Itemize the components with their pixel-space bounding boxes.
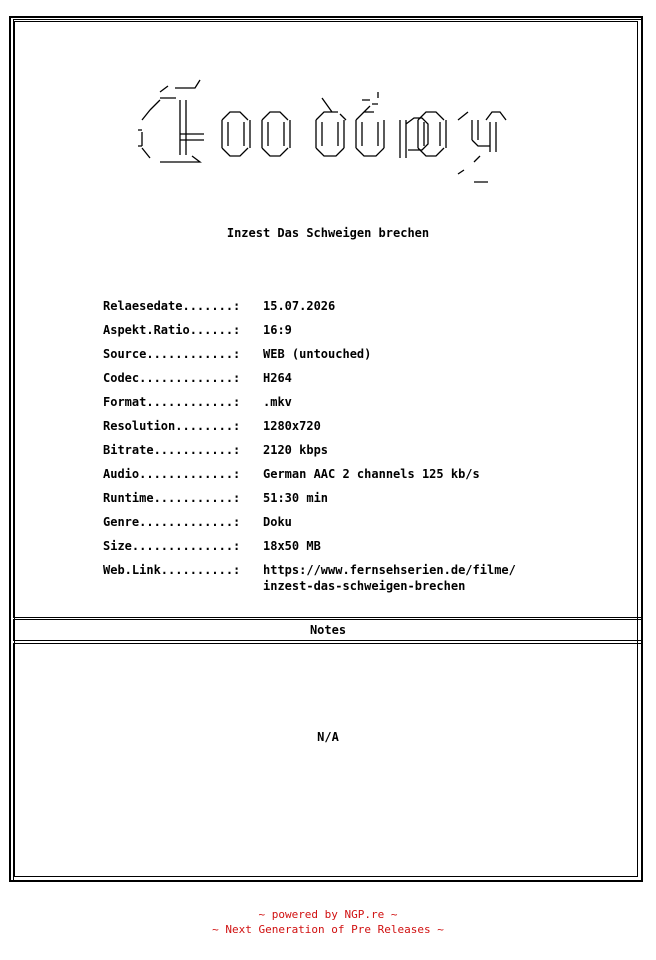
info-row-audio [103, 466, 623, 490]
info-key: Audio.............: [103, 467, 241, 481]
info-key: Web.Link..........: [103, 563, 241, 577]
info-row-size [103, 538, 623, 562]
info-key: Relaesedate.......: [103, 299, 241, 313]
info-value: .mkv [263, 395, 292, 409]
info-row-runtime [103, 490, 623, 514]
info-value: German AAC 2 channels 125 kb/s [263, 467, 480, 481]
info-value: 1280x720 [263, 419, 321, 433]
notes-header: Notes [13, 619, 643, 641]
info-value: H264 [263, 371, 292, 385]
notes-panel [13, 643, 643, 882]
info-row-codec [103, 370, 623, 394]
info-row-source [103, 346, 623, 370]
info-value: 2120 kbps [263, 443, 329, 457]
info-key: Source............: [103, 347, 241, 361]
info-key: Genre.............: [103, 515, 241, 529]
info-value: 51:30 min [263, 491, 329, 505]
info-value: 18x50 MB [263, 539, 321, 553]
info-value: 15.07.2026 [263, 299, 336, 313]
info-row-resolution [103, 418, 623, 442]
info-key: Format............: [103, 395, 241, 409]
footer-line-2: ~ Next Generation of Pre Releases ~ [212, 923, 444, 936]
release-title: Inzest Das Schweigen brechen [226, 226, 430, 240]
release-info-list [103, 298, 623, 594]
info-value: WEB (untouched) [263, 347, 372, 361]
web-link[interactable]: https://www.fernsehserien.de/filme/ inzest-das-schweigen-brechen [263, 563, 516, 593]
info-key: Resolution........: [103, 419, 241, 433]
info-value: 16:9 [263, 323, 292, 337]
info-value: Doku [263, 515, 292, 529]
info-key: Bitrate...........: [103, 443, 241, 457]
info-row-web-link [103, 562, 623, 594]
info-key: Runtime...........: [103, 491, 241, 505]
info-row-bitrate [103, 442, 623, 466]
info-row-releasedate [103, 298, 623, 322]
goodboy-ascii-logo [0, 70, 656, 200]
footer-line-1: ~ powered by NGP.re ~ [258, 908, 398, 921]
info-key: Codec.............: [103, 371, 241, 385]
info-key: Size..............: [103, 539, 241, 553]
info-row-format [103, 394, 623, 418]
info-row-aspect-ratio [103, 322, 623, 346]
info-key: Aspekt.Ratio......: [103, 323, 241, 337]
notes-value: N/A [317, 730, 339, 744]
info-row-genre [103, 514, 623, 538]
footer [0, 907, 656, 937]
